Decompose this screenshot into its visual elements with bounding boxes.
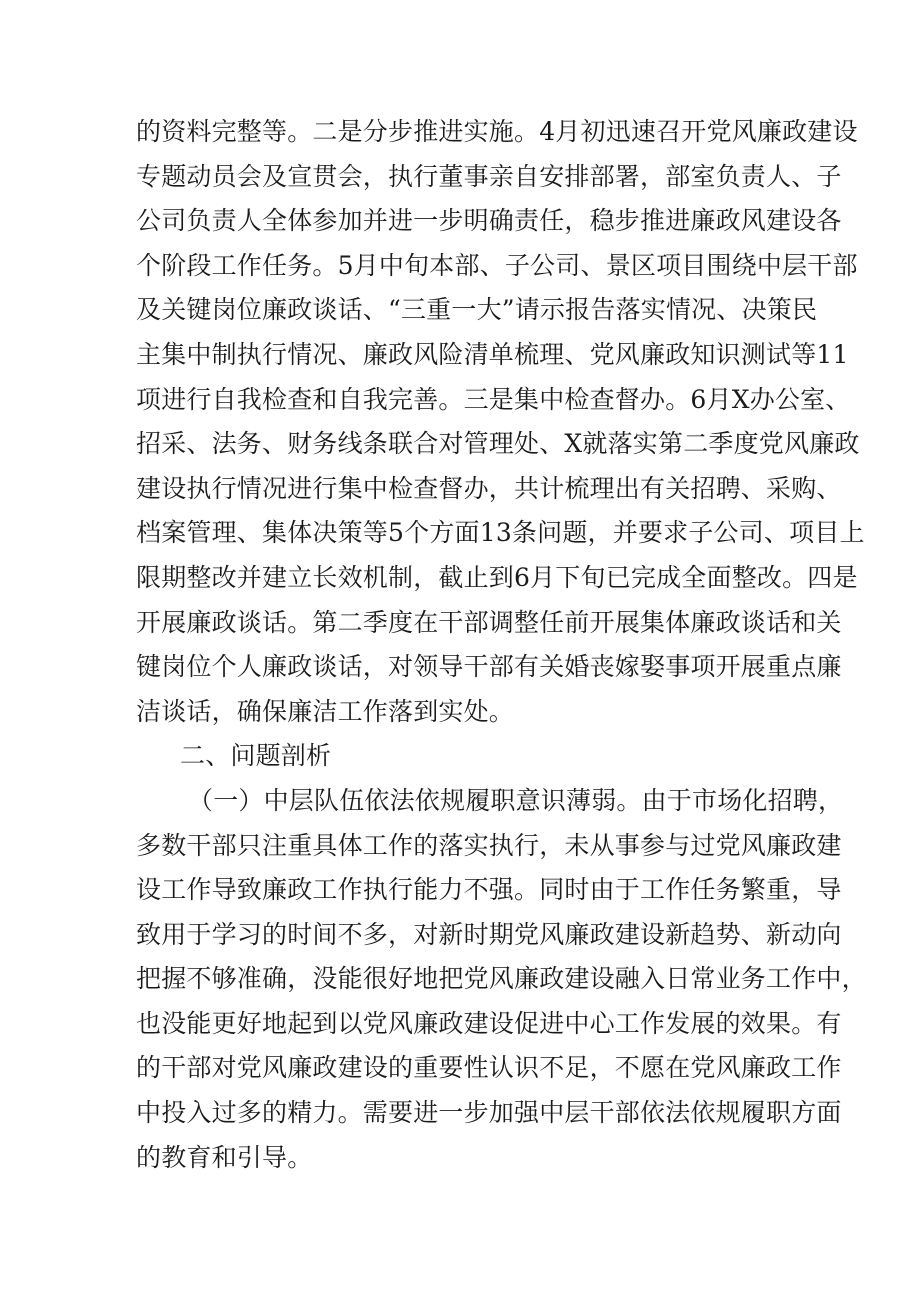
text-line: 公司负责人全体参加并进一步明确责任，稳步推进廉政风建设各 — [136, 206, 842, 236]
text-line: 的资料完整等。二是分步推进实施。4月初迅速召开党风廉政建设 — [136, 117, 858, 146]
text-line: 多数干部只注重具体工作的落实执行，未从事参与过党风廉政建 — [136, 830, 842, 860]
text-line: 建设执行情况进行集中检查督办，共计梳理出有关招聘、采购、 — [136, 473, 842, 503]
text-line: 招采、法务、财务线条联合对管理处、X就落实第二季度党风廉政 — [136, 429, 860, 459]
text-line: 洁谈话，确保廉洁工作落到实处。 — [136, 696, 515, 726]
text-line: 设工作导致廉政工作执行能力不强。同时由于工作任务繁重，导 — [136, 875, 842, 905]
text-line: 限期整改并建立长效机制，截止到6月下旬已完成全面整改。四是 — [136, 562, 858, 592]
text-line: 把握不够准确，没能很好地把党风廉政建设融入日常业务工作中， — [136, 964, 867, 994]
document-page — [136, 110, 867, 1180]
text-line: 个阶段工作任务。5月中旬本部、子公司、景区项目围绕中层干部 — [136, 250, 858, 280]
text-line: 致用于学习的时间不多，对新时期党风廉政建设新趋势、新动向 — [136, 919, 842, 949]
text-line: 项进行自我检查和自我完善。三是集中检查督办。6月X办公室、 — [136, 384, 851, 414]
text-line: 主集中制执行情况、廉政风险清单梳理、党风廉政知识测试等11 — [136, 339, 849, 369]
text-line: 的教育和引导。 — [136, 1142, 313, 1172]
text-line: 中投入过多的精力。需要进一步加强中层干部依法依规履职方面 — [136, 1098, 842, 1128]
text-line: 的干部对党风廉政建设的重要性认识不足，不愿在党风廉政工作 — [136, 1053, 842, 1083]
text-line: 及关键岗位廉政谈话、“三重一大”请示报告落实情况、决策民 — [136, 295, 818, 325]
paragraph-1 — [136, 110, 865, 734]
paragraph-2 — [136, 779, 867, 1180]
text-line: 专题动员会及宣贯会，执行董事亲自安排部署，部室负责人、子 — [136, 161, 842, 191]
text-line: 档案管理、集体决策等5个方面13条问题，并要求子公司、项目上 — [136, 518, 865, 548]
text-line: 键岗位个人廉政谈话，对领导干部有关婚丧嫁娶事项开展重点廉 — [136, 652, 842, 682]
text-line: （一）中层队伍依法依规履职意识薄弱。由于市场化招聘， — [188, 785, 844, 815]
text-line: 开展廉政谈话。第二季度在干部调整任前开展集体廉政谈话和关 — [136, 607, 842, 637]
text-line: 也没能更好地起到以党风廉政建设促进中心工作发展的效果。有 — [136, 1008, 842, 1038]
section-heading: 二、问题剖析 — [180, 741, 332, 771]
